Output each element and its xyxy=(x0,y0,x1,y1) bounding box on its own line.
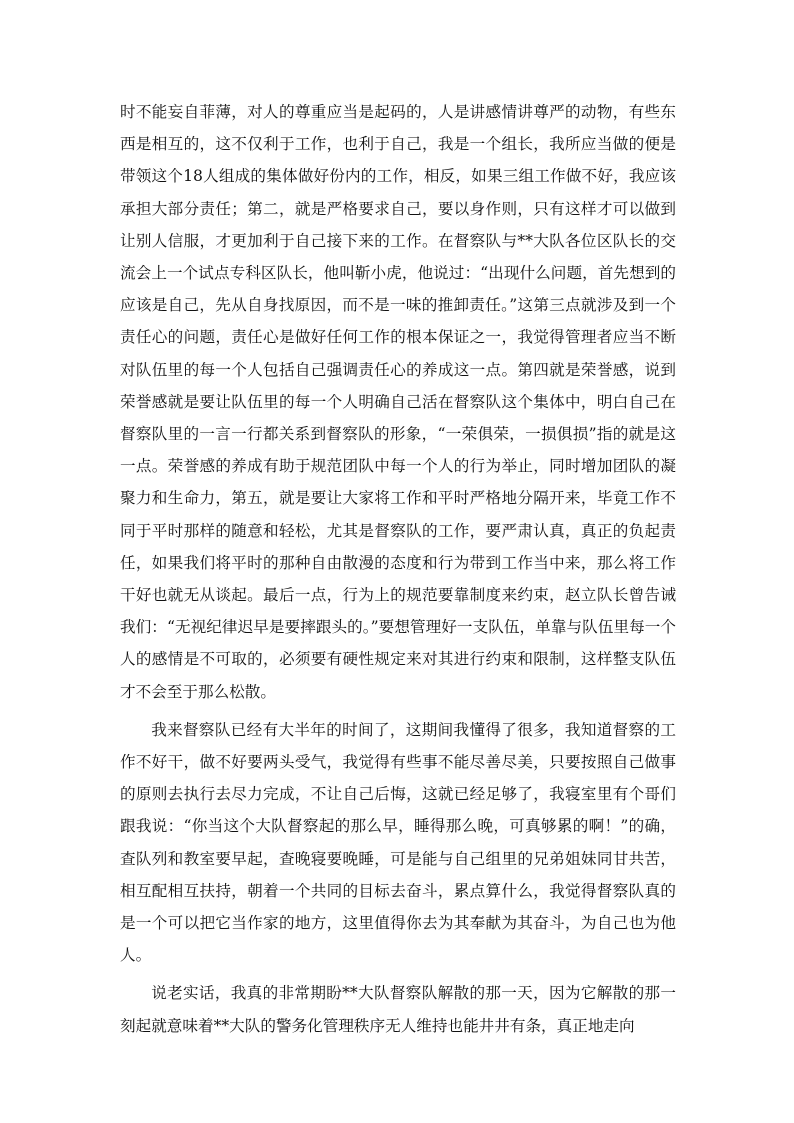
paragraph-2: 我来督察队已经有大半年的时间了，这期间我懂得了很多，我知道督察的工作不好干，做不好要两头受气，我觉得有些事不能尽善尽美，只要按照自己做事的原则去执行去尽力完成，不让自己后悔，这就已经足够了，我寝室里有个哥们跟我说：“你当这个大队督察起的那么早，睡得那么晚，可真够累的啊！”的确，查队列和教室要早起，查晚寝要晚睡，可是能与自己组里的兄弟姐妹同甘共苦，相互配相互扶持，朝着一个共同的目标去奋斗，累点算什么，我觉得督察队真的是一个可以把它当作家的地方，这里值得你去为其奉献为其奋斗，为自己也为他人。 xyxy=(120,720,676,965)
paragraph-3: 说老实话，我真的非常期盼**大队督察队解散的那一天，因为它解散的那一刻起就意味着**大队的警务化管理秩序无人维持也能井井有条，真正地走向 xyxy=(120,984,676,1035)
document-body xyxy=(120,96,676,1048)
paragraph-1: 时不能妄自菲薄，对人的尊重应当是起码的，人是讲感情讲尊严的动物，有些东西是相互的，这不仅利于工作，也利于自己，我是一个组长，我所应当做的便是带领这个18人组成的集体做好份内的工作，相反，如果三组工作做不好，我应该承担大部分责任；第二，就是严格要求自己，要以身作则，只有这样才可以做到让别人信服，才更加利于自己接下来的工作。在督察队与**大队各位区队长的交流会上一个试点专科区队长，他叫靳小虎，他说过：“出现什么问题，首先想到的应该是自己，先从自身找原因，而不是一味的推卸责任。”这第三点就涉及到一个责任心的问题，责任心是做好任何工作的根本保证之一，我觉得管理者应当不断对队伍里的每一个人包括自己强调责任心的养成这一点。第四就是荣誉感，说到荣誉感就是要让队伍里的每一个人明确自己活在督察队这个集体中，明白自己在督察队里的一言一行都关系到督察队的形象，“一荣俱荣，一损俱损”指的就是这一点。荣誉感的养成有助于规范团队中每一个人的行为举止，同时增加团队的凝聚力和生命力，第五，就是要让大家将工作和平时严格地分隔开来，毕竟工作不同于平时那样的随意和轻松，尤其是督察队的工作，要严肃认真，真正的负起责任，如果我们将平时的那种自由散漫的态度和行为带到工作当中来，那么将工作干好也就无从谈起。最后一点，行为上的规范要靠制度来约束，赵立队长曾告诫我们：“无视纪律迟早是要摔跟头的。”要想管理好一支队伍，单靠与队伍里每一个人的感情是不可取的，必须要有硬性规定来对其进行约束和限制，这样整支队伍才不会至于那么松散。 xyxy=(120,103,676,701)
